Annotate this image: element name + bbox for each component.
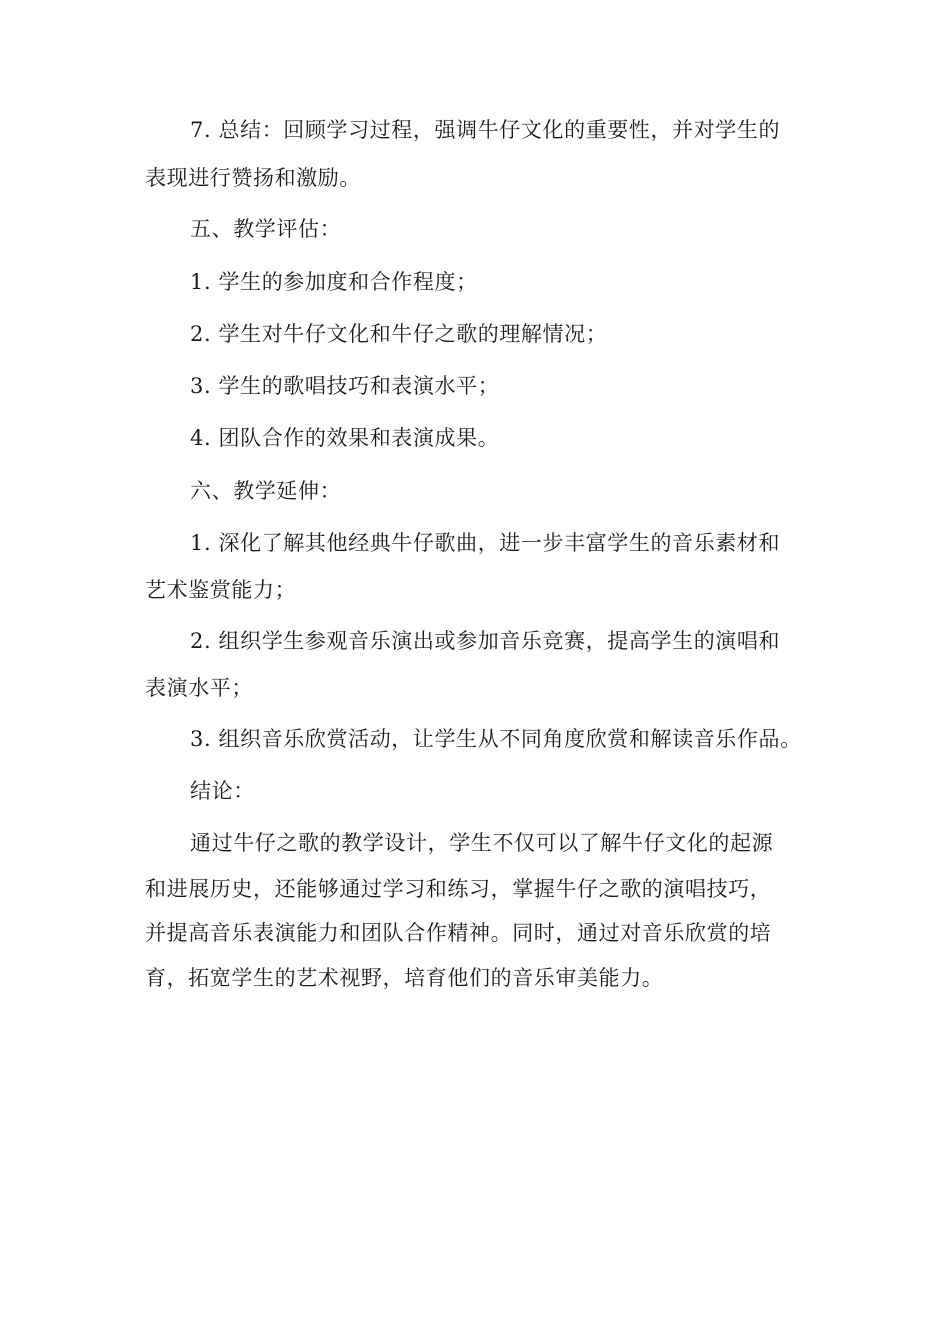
extension-item-2-line-1: 2. 组织学生参观音乐演出或参加音乐竞赛，提高学生的演唱和 — [190, 629, 781, 653]
extension-item-1-line-2: 艺术鉴赏能力； — [145, 578, 297, 602]
conclusion-paragraph-line-4: 育，拓宽学生的艺术视野，培育他们的音乐审美能力。 — [145, 966, 664, 990]
summary-step-line-2: 表现进行赞扬和激励。 — [145, 166, 361, 190]
conclusion-paragraph-line-3: 并提高音乐表演能力和团队合作精神。同时，通过对音乐欣赏的培 — [145, 921, 772, 945]
evaluation-item-4: 4. 团队合作的效果和表演成果。 — [190, 426, 500, 450]
section-heading-evaluation: 五、教学评估： — [190, 217, 342, 241]
conclusion-paragraph-line-2: 和进展历史，还能够通过学习和练习，掌握牛仔之歌的演唱技巧， — [145, 877, 772, 901]
extension-item-1-line-1: 1. 深化了解其他经典牛仔歌曲，进一步丰富学生的音乐素材和 — [190, 531, 781, 555]
evaluation-item-3: 3. 学生的歌唱技巧和表演水平； — [190, 374, 500, 398]
conclusion-paragraph-line-1: 通过牛仔之歌的教学设计，学生不仅可以了解牛仔文化的起源 — [190, 831, 774, 855]
extension-item-3: 3. 组织音乐欣赏活动，让学生从不同角度欣赏和解读音乐作品。 — [190, 727, 802, 751]
evaluation-item-1: 1. 学生的参加度和合作程度； — [190, 270, 478, 294]
section-heading-conclusion: 结论： — [190, 779, 255, 803]
extension-item-2-line-2: 表演水平； — [145, 676, 253, 700]
section-heading-extension: 六、教学延伸： — [190, 479, 342, 503]
summary-step-line-1: 7. 总结：回顾学习过程，强调牛仔文化的重要性，并对学生的 — [190, 118, 781, 142]
evaluation-item-2: 2. 学生对牛仔文化和牛仔之歌的理解情况； — [190, 322, 608, 346]
